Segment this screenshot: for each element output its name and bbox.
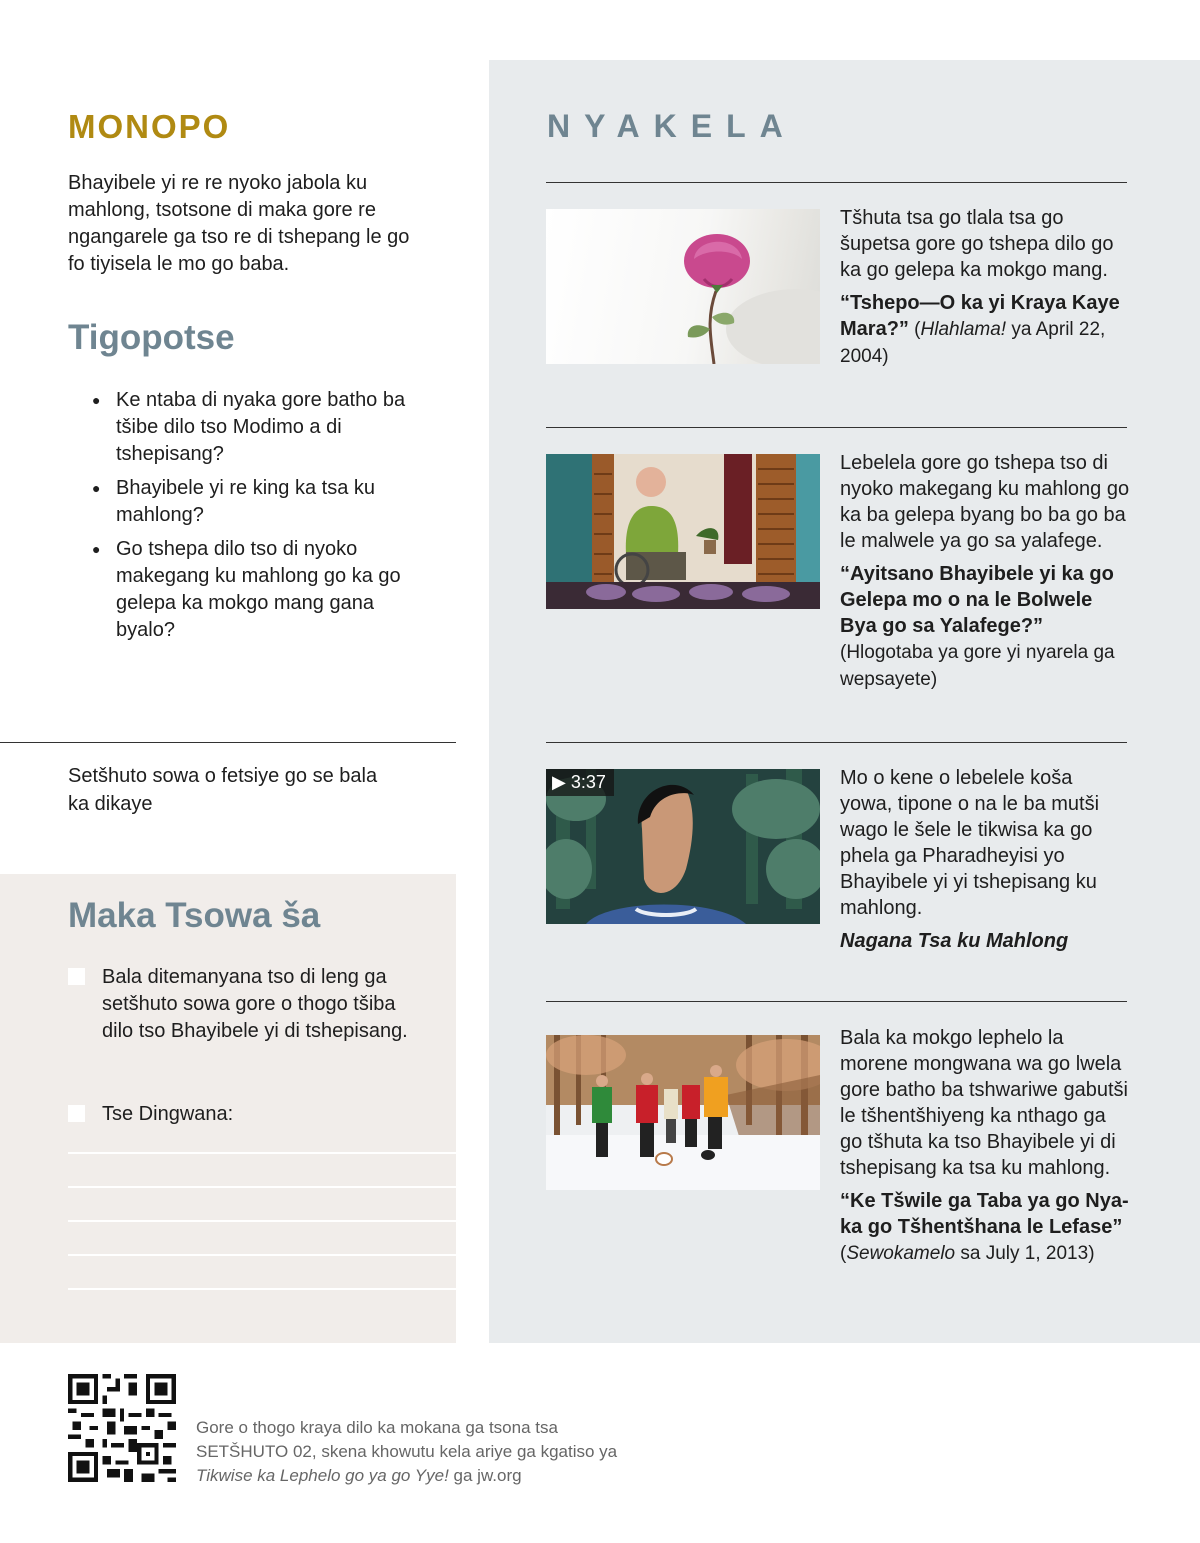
family-walking-in-snow-photo[interactable] — [546, 1035, 820, 1190]
video-title-link[interactable]: Nagana Tsa ku Mahlong — [840, 930, 1069, 952]
resource-item — [840, 450, 1130, 693]
checklist-item-label: Bala ditemanyana tso di leng ga setšhuto sowa gore o thogo tšiba dilo tso Bhayibele yi di tshepisang. — [102, 966, 408, 1042]
tigopotse-heading: Tigopotse — [68, 318, 235, 357]
man-in-wheelchair-photo[interactable] — [546, 454, 820, 609]
question-list — [92, 387, 432, 651]
site-link[interactable]: ga jw.org — [448, 1466, 522, 1485]
resource-description: Lebelela gore go tshepa tso di nyoko makegang ku mahlong go ka ba gelepa byang bo ba go ba le malwele ya go sa yalafege. — [840, 452, 1130, 552]
checklist-item-label: Tse Dingwana: — [102, 1103, 234, 1125]
window-scene-illustration — [546, 454, 820, 609]
resource-link[interactable]: “Ayitsano Bhayibele yi ka go Gelepa mo o na le Bolwele Bya go sa Yalafege?” — [840, 563, 1114, 637]
video-duration-badge: ▶ 3:37 — [546, 769, 614, 796]
resource-link[interactable]: “Ke Tšwile ga Taba ya go Nya-ka go Tšhentšhana le Lefase” — [840, 1190, 1129, 1238]
snow-scene-illustration — [546, 1035, 820, 1190]
nyakela-heading: NYAKELA — [547, 108, 797, 144]
flower-illustration — [546, 209, 820, 364]
divider — [546, 742, 1127, 743]
monopo-heading: MONOPO — [68, 108, 231, 145]
qr-code[interactable] — [68, 1374, 176, 1482]
play-icon: ▶ — [552, 772, 566, 792]
footer-text: Gore o thogo kraya dilo ka mokana ga tsona tsa SETŠHUTO 02, skena khowutu kela ariye ga kgatiso ya Tikwise ka Lephelo go ya go Yye! ga jw.org — [196, 1418, 618, 1485]
maka-tsowa-heading: Maka Tsowa ša — [68, 896, 321, 935]
resource-item — [840, 205, 1130, 370]
divider — [546, 182, 1127, 183]
question-item: ● Bhayibele yi re king ka tsa ku mahlong? — [92, 475, 432, 529]
resource-item — [840, 765, 1130, 954]
resource-item — [840, 1025, 1130, 1267]
resource-source: (Sewokamelo sa July 1, 2013) — [840, 1243, 1095, 1264]
pink-flower-photo[interactable] — [546, 209, 820, 364]
question-item: ● Ke ntaba di nyaka gore batho ba tšibe dilo tso Modimo a di tshepisang? — [92, 387, 432, 468]
checkbox[interactable] — [68, 1105, 85, 1122]
divider — [546, 1001, 1127, 1002]
resource-description: Tšhuta tsa go tlala tsa go šupetsa gore go tshepa dilo go ka go gelepa ka mokgo mang. — [840, 207, 1114, 281]
next-lesson-text: Setšhuto sowa o fetsiye go se bala ka dikaye — [68, 765, 378, 815]
note-lines[interactable] — [68, 1152, 456, 1322]
checkbox[interactable] — [68, 968, 85, 985]
man-looking-up-video[interactable] — [546, 769, 820, 924]
monopo-paragraph: Bhayibele yi re re nyoko jabola ku mahlong, tsotsone di maka gore re ngangarele ga tso re di tshepang le go fo tiyisela le mo go baba. — [68, 172, 410, 275]
question-item: ● Go tshepa dilo tso di nyoko makegang ku mahlong go ka go gelepa ka mokgo mang gana byalo? — [92, 536, 432, 644]
checklist-item[interactable] — [68, 1101, 428, 1128]
checklist-item[interactable] — [68, 964, 428, 1045]
divider — [0, 742, 456, 743]
resource-description: Bala ka mokgo lephelo la morene mongwana wa go lwela gore batho ba tshwariwe gabutši le tšhentšhiyeng ka nthago ga go tšhuta ka tso Bhayibele yi di tshepisang ka tsa ku mahlong. — [840, 1027, 1128, 1179]
resource-description: Mo o kene o lebelele koša yowa, tipone o na le ba mutši wago le šele le tikwisa ka go phela ga Pharadheyisi yo Bhayibele yi yi tshepisang ku mahlong. — [840, 767, 1100, 919]
resource-link[interactable]: “Tshepo—O ka yi Kraya Kaye Mara?” (Hlahlama! ya April 22, 2004) — [840, 292, 1120, 367]
divider — [546, 427, 1127, 428]
resource-source: (Hlogotaba ya gore yi nyarela ga wepsayete) — [840, 642, 1115, 690]
